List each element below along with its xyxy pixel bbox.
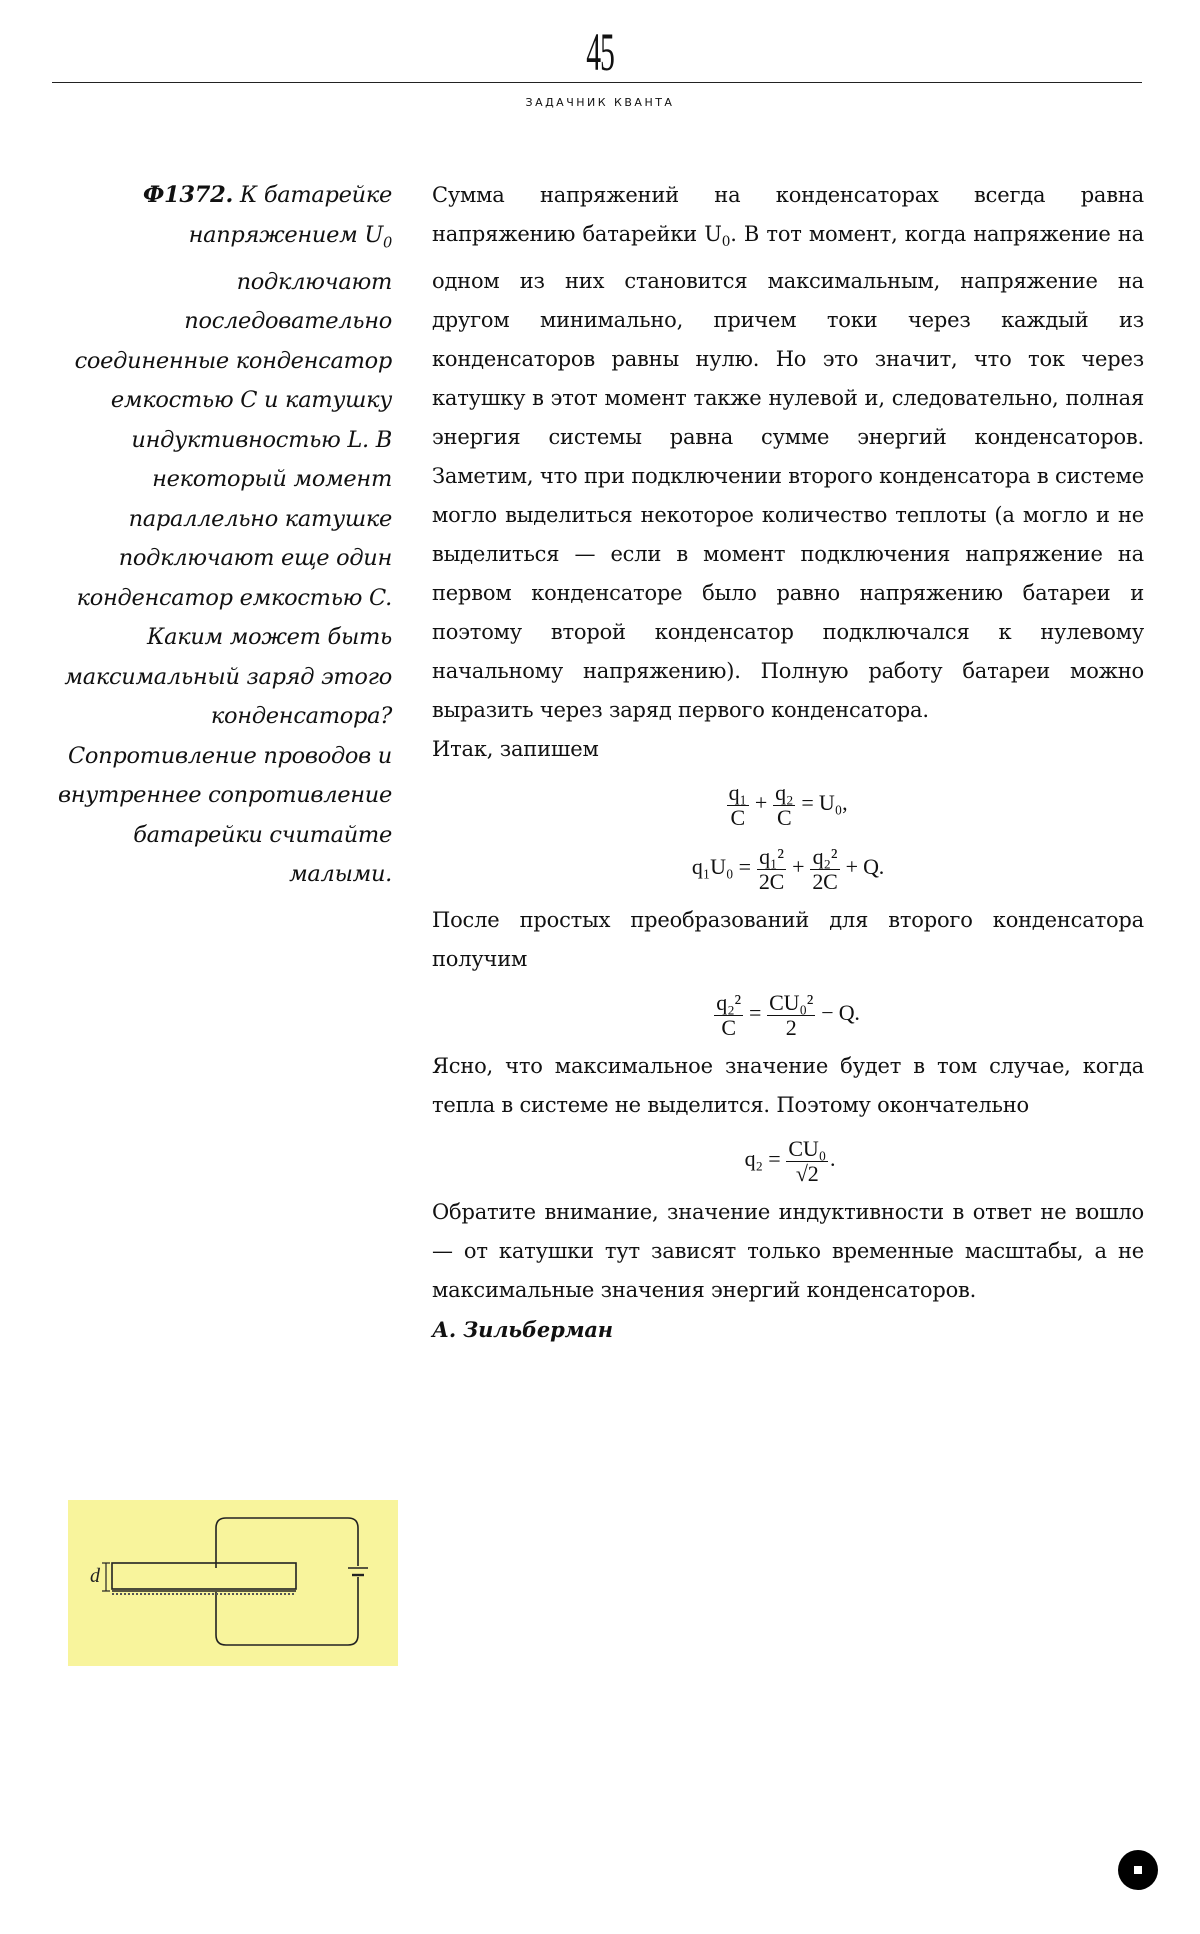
solution-paragraph-2: Итак, запишем xyxy=(432,737,599,762)
denominator: C xyxy=(730,804,745,830)
denominator: 2 xyxy=(785,1014,797,1040)
problem-text-2: подключают последовательно соединенные конденсатор емкостью C и катушку индуктивностью L. В некоторый момент параллельно катушке подключают еще один конденсатор емкостью C. Каким может быть максимальный заряд этого конденсатора? Сопротивление проводов и внутреннее сопротивление батарейки считайте малыми. xyxy=(57,268,392,887)
problem-statement xyxy=(52,176,392,895)
problem-text-1-sub: 0 xyxy=(383,234,392,251)
solution-paragraph-3: После простых преобразований для второго конденсатора получим xyxy=(432,908,1144,972)
lower-wire xyxy=(216,1577,358,1645)
formula-lhs: q₁U₀ = xyxy=(691,854,751,880)
numerator: CU₀ xyxy=(788,1135,827,1161)
author: А. Зильберман xyxy=(432,1317,613,1343)
solution-text-1a-sub: 0 xyxy=(721,234,731,251)
formula-2 xyxy=(432,837,1144,897)
solution-paragraph-5: Обратите внимание, значение индуктивности в ответ не вошло — от катушки тут зависят только временные масштабы, а не максимальные значения энергий конденсаторов. xyxy=(432,1200,1144,1303)
denominator: C xyxy=(721,1014,736,1040)
upper-wire xyxy=(216,1518,358,1568)
operator: + xyxy=(754,790,768,816)
operator: = xyxy=(748,1000,762,1026)
formula-4 xyxy=(432,1129,1144,1189)
gap-label: d xyxy=(90,1565,100,1587)
problem-number: Ф1372. xyxy=(143,182,234,208)
problem-text-1: К батарейке напряжением U xyxy=(188,182,392,248)
page-number: 45 xyxy=(586,22,614,82)
solution-paragraph-1 xyxy=(432,176,1144,730)
numerator: CU₀² xyxy=(769,989,814,1015)
fraction xyxy=(767,991,815,1040)
fraction xyxy=(714,991,743,1040)
formula-rhs: − Q. xyxy=(821,1000,860,1026)
numerator: q₂ xyxy=(775,779,794,805)
denominator: C xyxy=(777,804,792,830)
denominator: 2C xyxy=(758,868,785,894)
fraction xyxy=(773,781,795,830)
solution-paragraph-4: Ясно, что максимальное значение будет в том случае, когда тепла в системе не выделится. Поэтому окончательно xyxy=(432,1054,1144,1118)
numerator: q₁ xyxy=(728,779,747,805)
fraction xyxy=(786,1137,828,1186)
fraction xyxy=(757,845,786,894)
formula-rhs: + Q. xyxy=(845,854,885,880)
formula-rhs: . xyxy=(830,1146,836,1172)
solution-text-1b: . В тот момент, когда напряжение на одном из них становится максимальным, напряжение на другом минимально, причем токи через каждый из конденсаторов равны нулю. Но это значит, что ток через катушку в этот момент также нулевой и, следовательно, полная энергия системы равна сумме энергий конденсаторов. Заметим, что при подключении второго конденсатора в системе могло выделиться некоторое количество теплоты (а могло и не выделиться — если в момент подключения напряжение на первом конденсаторе было равно напряжению батареи и поэтому второй конденсатор подключался к нулевому начальному напряжению). Полную работу батареи можно выразить через заряд первого конденсатора. xyxy=(432,222,1144,723)
upper-plate xyxy=(112,1563,296,1589)
header-rule xyxy=(52,82,1142,83)
solution xyxy=(432,176,1144,1349)
fraction xyxy=(727,781,749,830)
denominator: √2 xyxy=(795,1160,819,1186)
formula-rhs: = U₀, xyxy=(801,790,848,816)
formula-3 xyxy=(432,983,1144,1043)
operator: + xyxy=(792,854,805,880)
denominator: 2C xyxy=(812,868,838,894)
formula-lhs: q₂ = xyxy=(744,1146,781,1172)
capacitor-figure xyxy=(68,1500,398,1666)
numerator: q₂² xyxy=(716,989,741,1015)
solution-text-1a: Сумма напряжений на конденсаторах всегда равна напряжению батарейки U xyxy=(432,183,1144,246)
running-head: ЗАДАЧНИК КВАНТА xyxy=(525,96,675,109)
numerator: q₁² xyxy=(757,845,786,870)
end-mark-icon xyxy=(1118,1850,1158,1890)
numerator: q₂² xyxy=(810,845,839,870)
formula-1 xyxy=(432,773,1144,833)
circuit-diagram xyxy=(68,1500,398,1666)
fraction xyxy=(810,845,839,894)
